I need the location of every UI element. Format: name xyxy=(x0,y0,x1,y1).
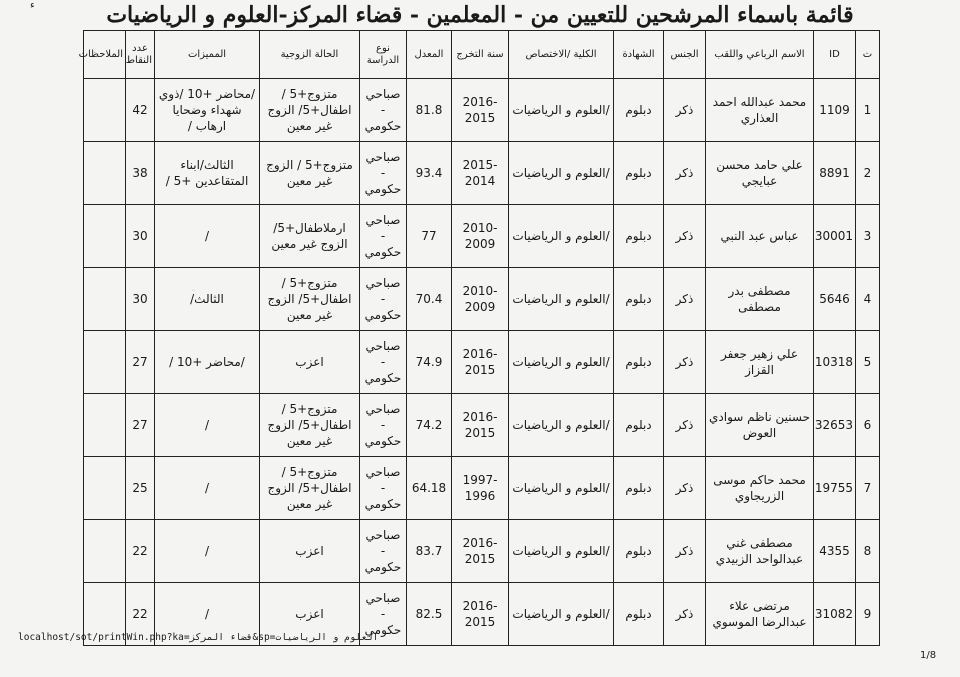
cell-name: محمد عبدالله احمد العذاري xyxy=(706,79,814,142)
cell-average: 93.4 xyxy=(407,142,452,205)
header-grad-year: سنة التخرج xyxy=(452,31,509,79)
cell-id: 32653 xyxy=(814,394,856,457)
cell-features: / xyxy=(155,520,260,583)
cell-marital: متزوج+5 / اطفال+5/ الزوج غير معين xyxy=(260,457,360,520)
table-header-row xyxy=(84,31,880,79)
cell-degree: دبلوم xyxy=(614,520,664,583)
cell-degree: دبلوم xyxy=(614,394,664,457)
cell-gender: ذكر xyxy=(664,142,706,205)
cell-id: 8891 xyxy=(814,142,856,205)
cell-features: / xyxy=(155,583,260,646)
cell-notes xyxy=(84,394,126,457)
cell-study: صباحي - حكومي xyxy=(360,457,407,520)
cell-college: /العلوم و الرياضيات xyxy=(509,520,614,583)
cell-points: 30 xyxy=(126,268,155,331)
header-degree: الشهادة xyxy=(614,31,664,79)
cell-average: 83.7 xyxy=(407,520,452,583)
cell-degree: دبلوم xyxy=(614,79,664,142)
cell-college: /العلوم و الرياضيات xyxy=(509,268,614,331)
header-name: الاسم الرباعي واللقب xyxy=(706,31,814,79)
cell-grad-year: 1997-1996 xyxy=(452,457,509,520)
cell-idx: 9 xyxy=(856,583,880,646)
header-features: المميزات xyxy=(155,31,260,79)
cell-notes xyxy=(84,520,126,583)
cell-average: 82.5 xyxy=(407,583,452,646)
candidates-table xyxy=(78,30,880,646)
cell-features: / xyxy=(155,205,260,268)
cell-idx: 3 xyxy=(856,205,880,268)
cell-college: /العلوم و الرياضيات xyxy=(509,79,614,142)
cell-features: / xyxy=(155,457,260,520)
header-average: المعدل xyxy=(407,31,452,79)
header-id: ID xyxy=(814,31,856,79)
cell-grad-year: 2016-2015 xyxy=(452,331,509,394)
cell-points: 22 xyxy=(126,520,155,583)
header-gender: الجنس xyxy=(664,31,706,79)
cell-college: /العلوم و الرياضيات xyxy=(509,331,614,394)
cell-features: الثالث/ابناء المتقاعدين +5 / xyxy=(155,142,260,205)
cell-features: / xyxy=(155,394,260,457)
cell-idx: 1 xyxy=(856,79,880,142)
cell-name: عباس عبد النبي xyxy=(706,205,814,268)
cell-study: صباحي - حكومي xyxy=(360,268,407,331)
cell-gender: ذكر xyxy=(664,520,706,583)
page-number: 1/8 xyxy=(920,650,937,661)
cell-college: /العلوم و الرياضيات xyxy=(509,205,614,268)
cell-average: 74.9 xyxy=(407,331,452,394)
cell-name: مصطفى غني عبدالواحد الزبيدي xyxy=(706,520,814,583)
cell-id: 10318 xyxy=(814,331,856,394)
cell-id: 5646 xyxy=(814,268,856,331)
cell-notes xyxy=(84,268,126,331)
cell-marital: متزوج+5 / الزوج غير معين xyxy=(260,142,360,205)
cell-grad-year: 2016-2015 xyxy=(452,394,509,457)
cell-marital: اعزب xyxy=(260,331,360,394)
table-row xyxy=(84,457,880,520)
cell-points: 22 xyxy=(126,583,155,646)
cell-marital: اعزب xyxy=(260,520,360,583)
table-row xyxy=(84,79,880,142)
cell-idx: 2 xyxy=(856,142,880,205)
cell-grad-year: 2016-2015 xyxy=(452,583,509,646)
table-row xyxy=(84,205,880,268)
cell-id: 4355 xyxy=(814,520,856,583)
cell-id: 30001 xyxy=(814,205,856,268)
cell-points: 25 xyxy=(126,457,155,520)
cell-name: حسنين ناظم سوادي العوض xyxy=(706,394,814,457)
cell-idx: 6 xyxy=(856,394,880,457)
cell-college: /العلوم و الرياضيات xyxy=(509,142,614,205)
cell-features: الثالث/ xyxy=(155,268,260,331)
table-row xyxy=(84,268,880,331)
cell-id: 19755 xyxy=(814,457,856,520)
cell-college: /العلوم و الرياضيات xyxy=(509,457,614,520)
cell-grad-year: 2010-2009 xyxy=(452,205,509,268)
cell-points: 42 xyxy=(126,79,155,142)
cell-gender: ذكر xyxy=(664,583,706,646)
cell-points: 27 xyxy=(126,331,155,394)
cell-notes xyxy=(84,142,126,205)
table-row xyxy=(84,142,880,205)
cell-features: /محاضر +10 /ذوي شهداء وضحايا ارهاب / xyxy=(155,79,260,142)
cell-average: 77 xyxy=(407,205,452,268)
cell-study: صباحي - حكومي xyxy=(360,79,407,142)
cell-degree: دبلوم xyxy=(614,268,664,331)
cell-notes xyxy=(84,331,126,394)
cell-study: صباحي - حكومي xyxy=(360,205,407,268)
cell-degree: دبلوم xyxy=(614,205,664,268)
cell-average: 64.18 xyxy=(407,457,452,520)
cell-notes xyxy=(84,457,126,520)
footer-url: localhost/sot/printWin.php?ka=قضاء المركز&sp=العلوم و الرياضيات xyxy=(18,632,379,643)
cell-gender: ذكر xyxy=(664,331,706,394)
cell-average: 81.8 xyxy=(407,79,452,142)
cell-name: علي حامد محسن عبايجي xyxy=(706,142,814,205)
cell-gender: ذكر xyxy=(664,205,706,268)
cell-notes xyxy=(84,79,126,142)
cell-degree: دبلوم xyxy=(614,142,664,205)
cell-id: 1109 xyxy=(814,79,856,142)
cell-gender: ذكر xyxy=(664,268,706,331)
cell-study: صباحي - حكومي xyxy=(360,583,407,646)
cell-id: 31082 xyxy=(814,583,856,646)
header-marital: الحالة الزوجية xyxy=(260,31,360,79)
header-idx: ت xyxy=(856,31,880,79)
cell-degree: دبلوم xyxy=(614,331,664,394)
corner-mark: ﺀ xyxy=(30,0,35,11)
cell-study: صباحي - حكومي xyxy=(360,394,407,457)
cell-college: /العلوم و الرياضيات xyxy=(509,394,614,457)
cell-degree: دبلوم xyxy=(614,457,664,520)
page-title: قائمة باسماء المرشحين للتعيين من - المعلمين - قضاء المركز-العلوم و الرياضيات xyxy=(106,2,854,28)
cell-average: 70.4 xyxy=(407,268,452,331)
cell-features: /محاضر +10 / xyxy=(155,331,260,394)
cell-points: 30 xyxy=(126,205,155,268)
header-points: عدد النقاط xyxy=(126,31,155,79)
cell-study: صباحي - حكومي xyxy=(360,520,407,583)
cell-grad-year: 2010-2009 xyxy=(452,268,509,331)
cell-idx: 7 xyxy=(856,457,880,520)
cell-grad-year: 2015-2014 xyxy=(452,142,509,205)
cell-average: 74.2 xyxy=(407,394,452,457)
cell-name: مرتضى علاء عبدالرضا الموسوي xyxy=(706,583,814,646)
cell-grad-year: 2016-2015 xyxy=(452,79,509,142)
table-row xyxy=(84,331,880,394)
cell-gender: ذكر xyxy=(664,79,706,142)
header-notes: الملاحظات xyxy=(84,31,126,79)
cell-study: صباحي - حكومي xyxy=(360,142,407,205)
header-study: نوع الدراسة xyxy=(360,31,407,79)
cell-points: 38 xyxy=(126,142,155,205)
cell-gender: ذكر xyxy=(664,457,706,520)
cell-idx: 4 xyxy=(856,268,880,331)
cell-idx: 5 xyxy=(856,331,880,394)
cell-name: مصطفى بدر مصطفى xyxy=(706,268,814,331)
cell-marital: ارملاطفال+5/ الزوج غير معين xyxy=(260,205,360,268)
cell-points: 27 xyxy=(126,394,155,457)
cell-study: صباحي - حكومي xyxy=(360,331,407,394)
cell-gender: ذكر xyxy=(664,394,706,457)
cell-degree: دبلوم xyxy=(614,583,664,646)
table-row xyxy=(84,520,880,583)
cell-notes xyxy=(84,205,126,268)
cell-college: /العلوم و الرياضيات xyxy=(509,583,614,646)
cell-marital: متزوج+5 / اطفال+5/ الزوج غير معين xyxy=(260,394,360,457)
cell-name: علي زهير جعفر القزاز xyxy=(706,331,814,394)
cell-marital: متزوج+5 / اطفال+5/ الزوج غير معين xyxy=(260,79,360,142)
cell-marital: متزوج+5 / اطفال+5/ الزوج غير معين xyxy=(260,268,360,331)
cell-marital: اعزب xyxy=(260,583,360,646)
cell-name: محمد حاكم موسى الزريجاوي xyxy=(706,457,814,520)
table-row xyxy=(84,394,880,457)
header-college: الكلية /الاختصاص xyxy=(509,31,614,79)
cell-idx: 8 xyxy=(856,520,880,583)
cell-grad-year: 2016-2015 xyxy=(452,520,509,583)
